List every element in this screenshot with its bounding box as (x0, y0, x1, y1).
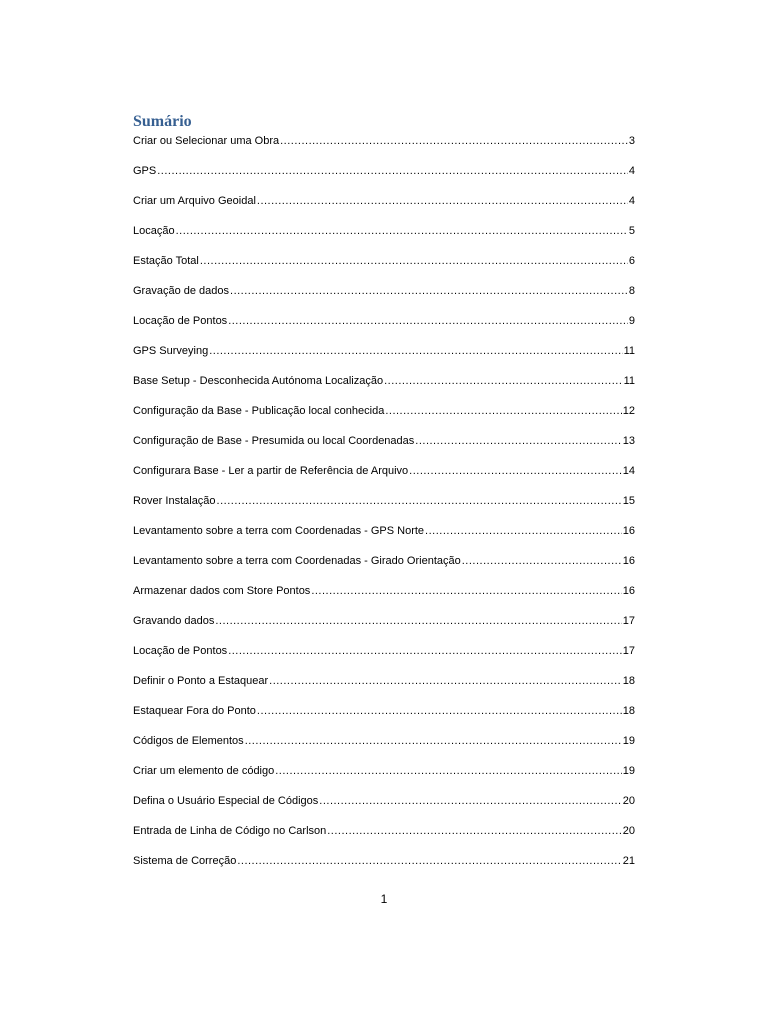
toc-entry-text: Códigos de Elementos (133, 735, 244, 747)
toc-entry-page: 16 (622, 555, 635, 567)
toc-entry-text: GPS (133, 165, 157, 177)
toc-entry-page: 18 (622, 705, 635, 717)
toc-entry[interactable] (133, 613, 635, 643)
toc-dot-leader (217, 493, 622, 509)
toc-dot-leader (209, 343, 622, 359)
toc-entry-page: 17 (622, 615, 635, 627)
toc-entry-text: Locação de Pontos (133, 645, 228, 657)
toc-entry[interactable] (133, 493, 635, 523)
toc-entry-page: 19 (622, 765, 635, 777)
page-number: 1 (380, 892, 388, 906)
toc-entry[interactable] (133, 793, 635, 823)
toc-entry-page: 9 (628, 315, 635, 327)
toc-entry[interactable] (133, 463, 635, 493)
toc-entry[interactable] (133, 193, 635, 223)
toc-entry-text: Locação de Pontos (133, 315, 228, 327)
toc-entry-text: Criar um elemento de código (133, 765, 275, 777)
toc-entry[interactable] (133, 703, 635, 733)
toc-entry[interactable] (133, 313, 635, 343)
toc-entry[interactable] (133, 853, 635, 883)
toc-entry[interactable] (133, 673, 635, 703)
toc-entry-page: 21 (622, 855, 635, 867)
toc-dot-leader (409, 463, 622, 479)
toc-entry[interactable] (133, 373, 635, 403)
toc-list (133, 133, 635, 883)
toc-entry[interactable] (133, 133, 635, 163)
toc-entry-text: Defina o Usuário Especial de Códigos (133, 795, 319, 807)
toc-entry[interactable] (133, 343, 635, 373)
toc-entry-page: 20 (622, 825, 635, 837)
toc-entry[interactable] (133, 523, 635, 553)
toc-dot-leader (384, 373, 622, 389)
toc-entry[interactable] (133, 403, 635, 433)
toc-entry-text: Configuração de Base - Presumida ou local Coordenadas (133, 435, 415, 447)
toc-dot-leader (237, 853, 621, 869)
toc-dot-leader (228, 313, 628, 329)
toc-entry-page: 19 (622, 735, 635, 747)
toc-entry-text: Levantamento sobre a terra com Coordenadas - Girado Orientação (133, 555, 461, 567)
toc-entry-page: 13 (622, 435, 635, 447)
toc-entry-page: 16 (622, 585, 635, 597)
toc-dot-leader (257, 703, 622, 719)
toc-entry-text: Configurara Base - Ler a partir de Referência de Arquivo (133, 465, 409, 477)
toc-dot-leader (385, 403, 621, 419)
toc-entry-page: 8 (628, 285, 635, 297)
toc-entry-text: Rover Instalação (133, 495, 216, 507)
toc-dot-leader (228, 643, 622, 659)
toc-entry[interactable] (133, 433, 635, 463)
toc-dot-leader (269, 673, 622, 689)
toc-dot-leader (327, 823, 622, 839)
toc-dot-leader (319, 793, 621, 809)
toc-entry-page: 4 (628, 195, 635, 207)
toc-entry[interactable] (133, 283, 635, 313)
toc-dot-leader (462, 553, 622, 569)
toc-entry-page: 20 (622, 795, 635, 807)
toc-entry-page: 6 (628, 255, 635, 267)
toc-dot-leader (230, 283, 628, 299)
toc-dot-leader (280, 133, 628, 149)
toc-entry-text: Gravação de dados (133, 285, 230, 297)
toc-entry-text: Base Setup - Desconhecida Autónoma Localização (133, 375, 384, 387)
toc-dot-leader (245, 733, 622, 749)
toc-entry-text: Entrada de Linha de Código no Carlson (133, 825, 327, 837)
toc-entry-page: 18 (622, 675, 635, 687)
toc-dot-leader (200, 253, 628, 269)
toc-entry-page: 14 (622, 465, 635, 477)
toc-entry-text: Criar um Arquivo Geoidal (133, 195, 256, 207)
toc-entry-page: 17 (622, 645, 635, 657)
toc-entry[interactable] (133, 223, 635, 253)
toc-dot-leader (257, 193, 628, 209)
toc-entry-text: Locação (133, 225, 175, 237)
toc-entry[interactable] (133, 583, 635, 613)
toc-entry-page: 16 (622, 525, 635, 537)
toc-entry-page: 5 (628, 225, 635, 237)
toc-entry-text: Gravando dados (133, 615, 215, 627)
toc-dot-leader (425, 523, 622, 539)
toc-dot-leader (311, 583, 621, 599)
toc-entry-page: 15 (622, 495, 635, 507)
toc-entry-page: 3 (628, 135, 635, 147)
toc-entry-text: Criar ou Selecionar uma Obra (133, 135, 280, 147)
toc-entry-page: 11 (623, 345, 635, 357)
toc-entry-text: Estação Total (133, 255, 199, 267)
toc-entry[interactable] (133, 253, 635, 283)
toc-entry-text: Configuração da Base - Publicação local conhecida (133, 405, 385, 417)
toc-dot-leader (215, 613, 621, 629)
toc-entry-text: Armazenar dados com Store Pontos (133, 585, 311, 597)
toc-entry-text: Definir o Ponto a Estaquear (133, 675, 269, 687)
toc-entry[interactable] (133, 163, 635, 193)
toc-dot-leader (415, 433, 621, 449)
toc-entry-page: 12 (622, 405, 635, 417)
toc-title: Sumário (133, 113, 192, 130)
toc-entry[interactable] (133, 643, 635, 673)
toc-entry[interactable] (133, 733, 635, 763)
toc-dot-leader (275, 763, 622, 779)
toc-entry-text: GPS Surveying (133, 345, 209, 357)
toc-entry[interactable] (133, 553, 635, 583)
toc-entry-text: Levantamento sobre a terra com Coordenadas - GPS Norte (133, 525, 425, 537)
toc-dot-leader (176, 223, 628, 239)
toc-entry-text: Sistema de Correção (133, 855, 237, 867)
toc-entry-page: 11 (623, 375, 635, 387)
toc-entry[interactable] (133, 763, 635, 793)
toc-dot-leader (157, 163, 628, 179)
toc-entry-text: Estaquear Fora do Ponto (133, 705, 256, 717)
toc-entry[interactable] (133, 823, 635, 853)
toc-entry-page: 4 (628, 165, 635, 177)
